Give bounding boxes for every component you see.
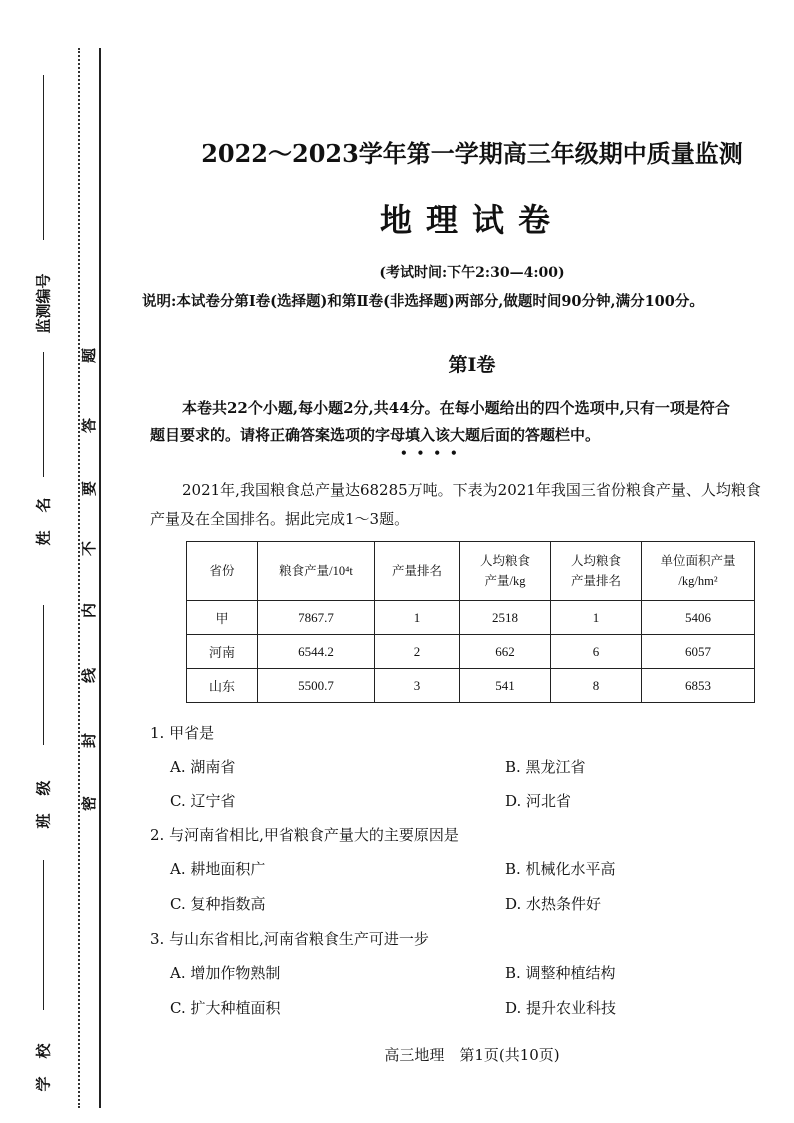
- question-2-option-c[interactable]: C. 复种指数高: [170, 895, 266, 913]
- exam-time: (考试时间:下午2:30—4:00): [379, 265, 565, 281]
- table-cell: 6853: [642, 669, 755, 703]
- table-row: [187, 669, 755, 703]
- table-cell: 2: [375, 635, 460, 669]
- table-cell: 6544.2: [258, 635, 375, 669]
- table-cell: 1: [375, 601, 460, 635]
- question-2-option-b[interactable]: B. 机械化水平高: [505, 860, 616, 878]
- question-2-option-d[interactable]: D. 水热条件好: [505, 895, 602, 913]
- table-row: [187, 601, 755, 635]
- question-2-option-a[interactable]: A. 耕地面积广: [170, 860, 266, 878]
- material-line1: 2021年,我国粮食总产量达68285万吨。下表为2021年我国三省份粮食产量、人均粮食: [182, 481, 761, 499]
- question-2-stem: 2. 与河南省相比,甲省粮食产量大的主要原因是: [150, 826, 459, 844]
- question-3-option-c[interactable]: C. 扩大种植面积: [170, 999, 281, 1017]
- table-cell: 2518: [460, 601, 551, 635]
- seal-char: 不: [80, 540, 99, 557]
- name-field[interactable]: [30, 352, 56, 582]
- seal-char: 密: [80, 795, 99, 812]
- table-cell: 8: [551, 669, 642, 703]
- question-3-option-b[interactable]: B. 调整种植结构: [505, 964, 616, 982]
- exam-number-label: 监测编号: [34, 273, 53, 334]
- table-cell: 7867.7: [258, 601, 375, 635]
- emphasis-dots: ••••: [400, 446, 467, 460]
- question-1-option-d[interactable]: D. 河北省: [505, 792, 572, 810]
- question-1-option-c[interactable]: C. 辽宁省: [170, 792, 236, 810]
- table-row: [187, 635, 755, 669]
- dotted-fold-line: [78, 48, 80, 1108]
- table-header-cell: 人均粮食 产量/kg: [460, 542, 551, 601]
- school-field[interactable]: [30, 860, 56, 1090]
- table-cell: 甲: [187, 601, 258, 635]
- name-label: 姓名: [34, 479, 53, 546]
- question-3-option-d[interactable]: D. 提升农业科技: [505, 999, 617, 1017]
- binding-border-line: [99, 48, 101, 1108]
- question-1-stem: 1. 甲省是: [150, 724, 215, 742]
- question-3-option-a[interactable]: A. 增加作物熟制: [170, 964, 281, 982]
- question-1-option-a[interactable]: A. 湖南省: [170, 758, 236, 776]
- table-header-cell: 粮食产量/10⁴t: [258, 542, 375, 601]
- table-cell: 541: [460, 669, 551, 703]
- class-underline: [43, 605, 44, 745]
- name-underline: [43, 352, 44, 477]
- question-1-option-b[interactable]: B. 黑龙江省: [505, 758, 586, 776]
- table-cell: 6: [551, 635, 642, 669]
- material-line2: 产量及在全国排名。据此完成1～3题。: [150, 510, 410, 528]
- grain-table: [186, 541, 755, 703]
- seal-char: 线: [80, 667, 99, 684]
- seal-char: 答: [80, 417, 99, 434]
- table-cell: 河南: [187, 635, 258, 669]
- school-underline: [43, 860, 44, 1010]
- seal-char: 要: [80, 480, 99, 497]
- table-cell: 662: [460, 635, 551, 669]
- school-label: 学校: [34, 1025, 53, 1092]
- table-cell: 5406: [642, 601, 755, 635]
- table-header-cell: 人均粮食 产量排名: [551, 542, 642, 601]
- table-cell: 3: [375, 669, 460, 703]
- table-header-row: [187, 542, 755, 601]
- exam-number-underline: [43, 75, 44, 240]
- question-3-stem: 3. 与山东省相比,河南省粮食生产可进一步: [150, 930, 429, 948]
- part-heading: 第Ⅰ卷: [448, 354, 496, 376]
- table-cell: 6057: [642, 635, 755, 669]
- seal-char: 封: [80, 732, 99, 749]
- page-footer: 高三地理 第1页(共10页): [384, 1046, 560, 1064]
- seal-char: 题: [80, 347, 99, 364]
- exam-instruction: 说明:本试卷分第Ⅰ卷(选择题)和第Ⅱ卷(非选择题)两部分,做题时间90分钟,满分100分。: [142, 293, 704, 310]
- exam-title: 2022～2023学年第一学期高三年级期中质量监测: [201, 139, 743, 168]
- table-header-cell: 单位面积产量 /kg/hm²: [642, 542, 755, 601]
- class-label: 班级: [34, 762, 53, 829]
- class-field[interactable]: [30, 605, 56, 835]
- table-cell: 1: [551, 601, 642, 635]
- subject-title: 地理试卷: [379, 201, 564, 239]
- table-cell: 5500.7: [258, 669, 375, 703]
- table-header-cell: 产量排名: [375, 542, 460, 601]
- exam-number-field[interactable]: [30, 75, 56, 365]
- table-cell: 山东: [187, 669, 258, 703]
- table-header-cell: 省份: [187, 542, 258, 601]
- part-intro-line2: 题目要求的。请将正确答案选项的字母填入该大题后面的答题栏中。: [150, 426, 601, 444]
- part-intro-line1: 本卷共22个小题,每小题2分,共44分。在每小题给出的四个选项中,只有一项是符合: [182, 399, 730, 417]
- seal-char: 内: [80, 602, 99, 619]
